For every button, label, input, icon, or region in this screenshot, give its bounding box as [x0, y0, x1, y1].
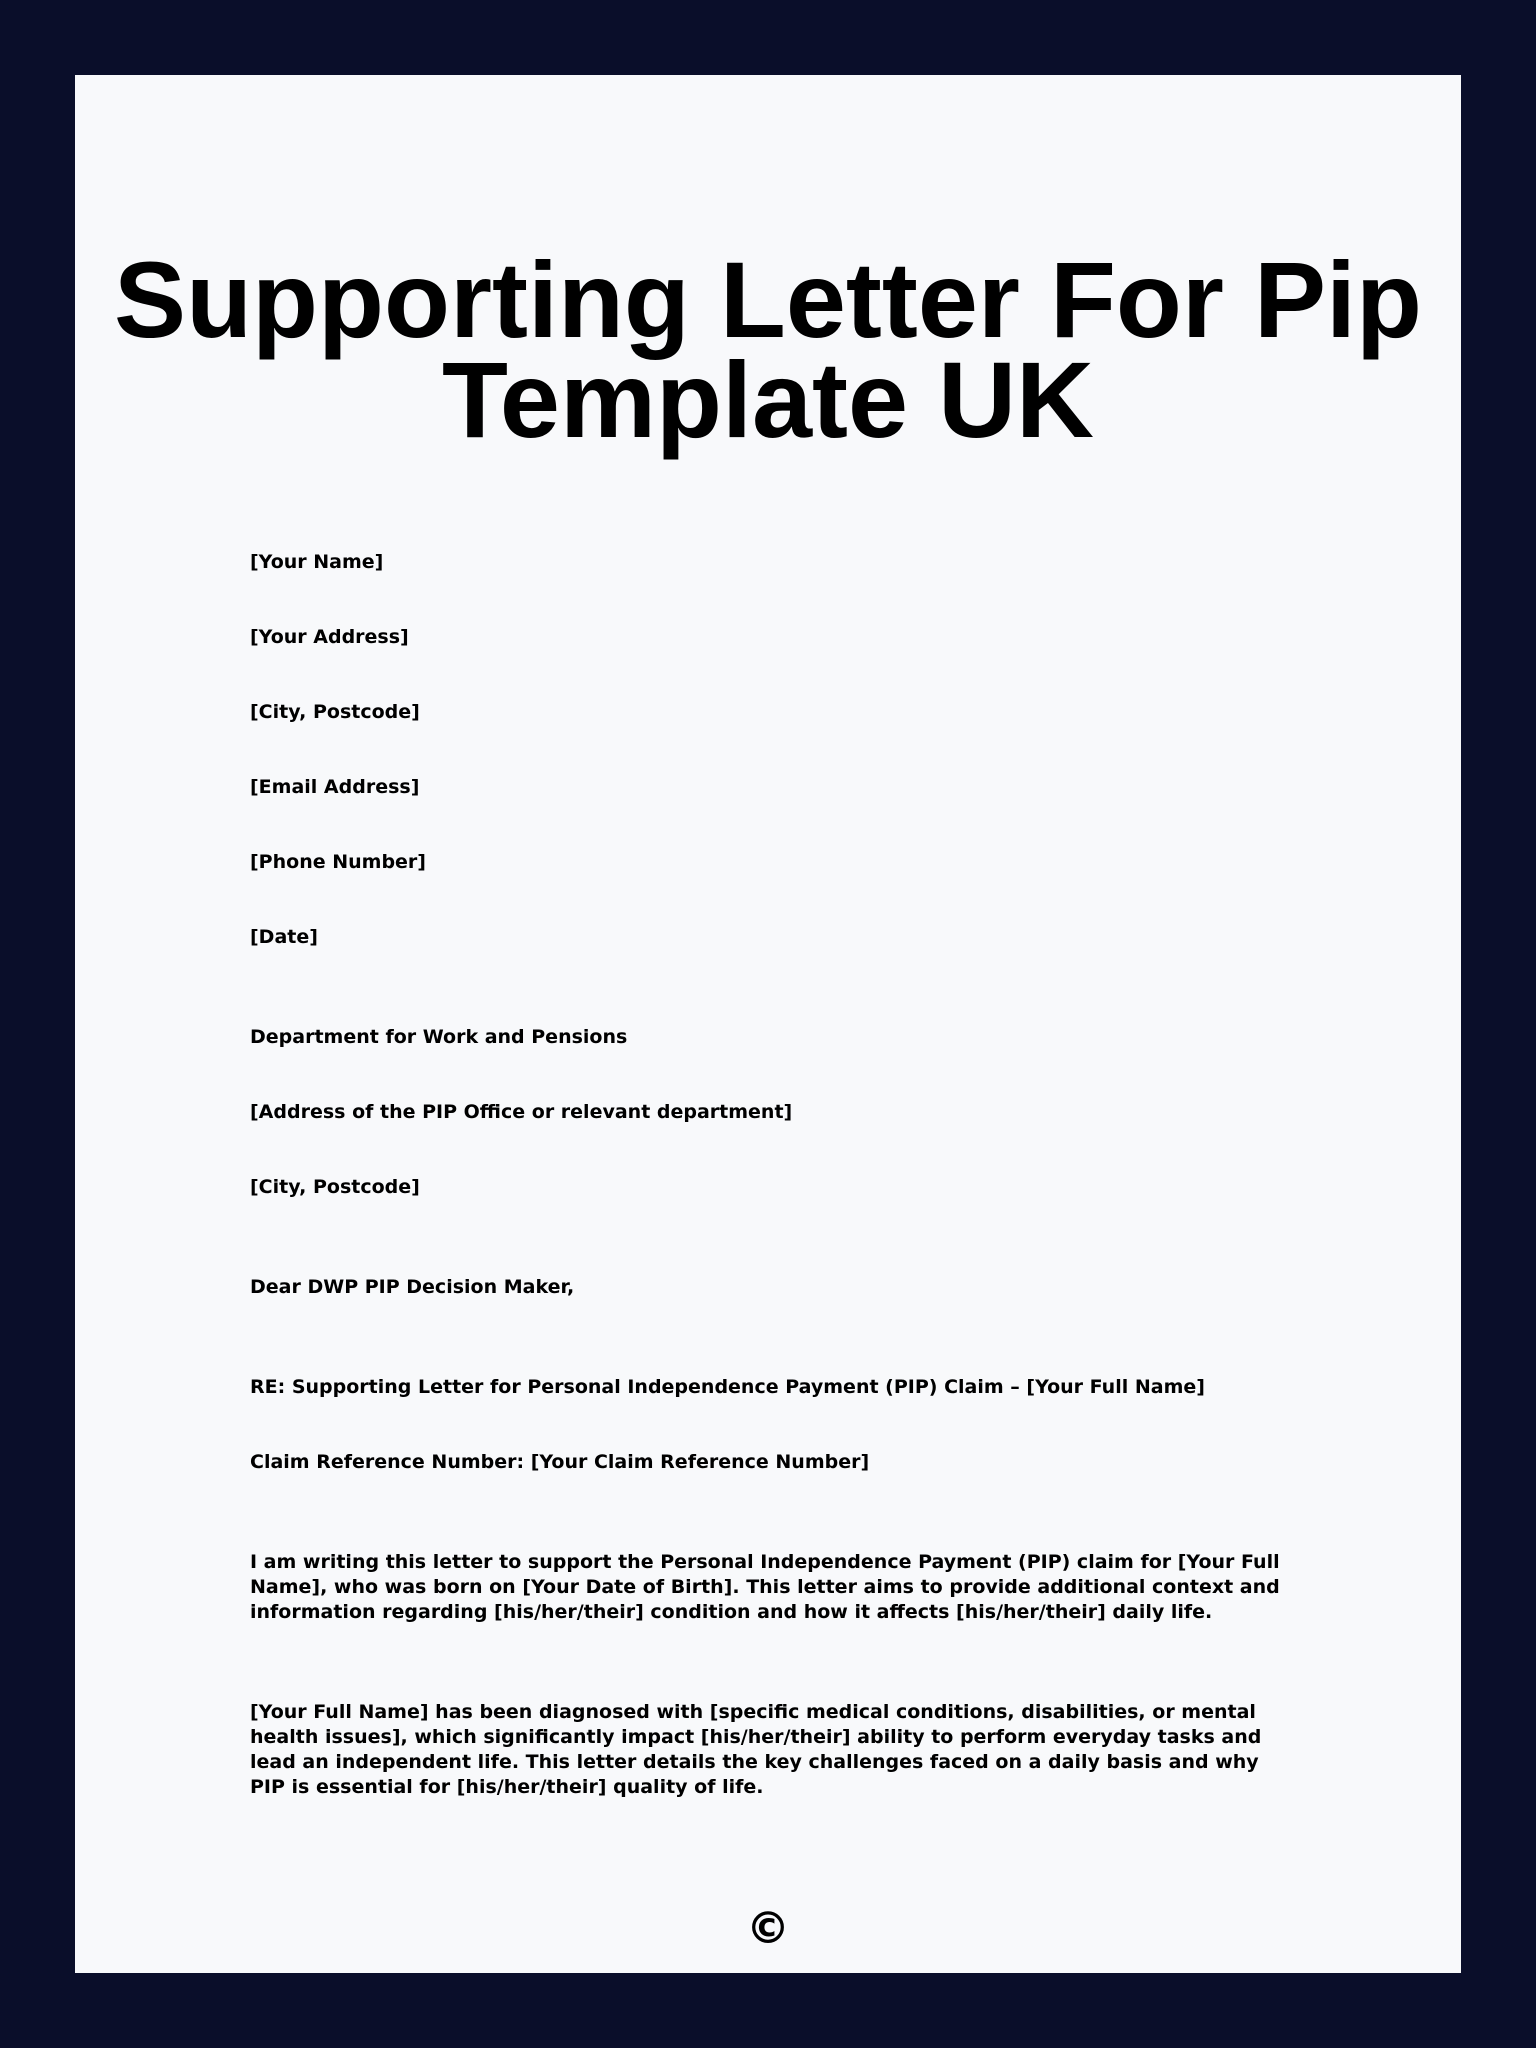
sender-address: [Your Address]: [250, 626, 409, 648]
recipient-address: [Address of the PIP Office or relevant department]: [250, 1101, 793, 1123]
body-paragraph-2: [Your Full Name] has been diagnosed with [specific medical conditions, disabilities, or mental health issues], which significantly impact [his/her/their] ability to perform everyday tasks and lead an independent life. This letter details the key challenges faced on a daily basis and why PIP is essential for [his/her/their] quality of life.: [250, 1701, 1262, 1798]
claim-reference: Claim Reference Number: [Your Claim Reference Number]: [250, 1451, 870, 1473]
title-line-2: Template UK: [441, 339, 1095, 460]
sender-email: [Email Address]: [250, 776, 420, 798]
sender-name: [Your Name]: [250, 551, 384, 573]
document-title: [75, 239, 1461, 460]
copyright-icon: ©: [746, 1903, 790, 1954]
letter-page: [75, 75, 1461, 1973]
letter-date: [Date]: [250, 926, 318, 948]
body-paragraph-1: I am writing this letter to support the Personal Independence Payment (PIP) claim for [Your Full Name], who was born on [Your Date of Birth]. This letter aims to provide additional context and information regarding [his/her/their] condition and how it affects [his/her/their] daily life.: [250, 1551, 1280, 1623]
salutation: Dear DWP PIP Decision Maker,: [250, 1276, 575, 1298]
sender-phone: [Phone Number]: [250, 851, 426, 873]
sender-city-postcode: [City, Postcode]: [250, 701, 420, 723]
recipient-organization: Department for Work and Pensions: [250, 1026, 628, 1048]
recipient-city-postcode: [City, Postcode]: [250, 1176, 420, 1198]
title-line-1: Supporting Letter For Pip: [114, 239, 1422, 360]
subject-line: RE: Supporting Letter for Personal Independence Payment (PIP) Claim – [Your Full Name]: [250, 1376, 1205, 1398]
